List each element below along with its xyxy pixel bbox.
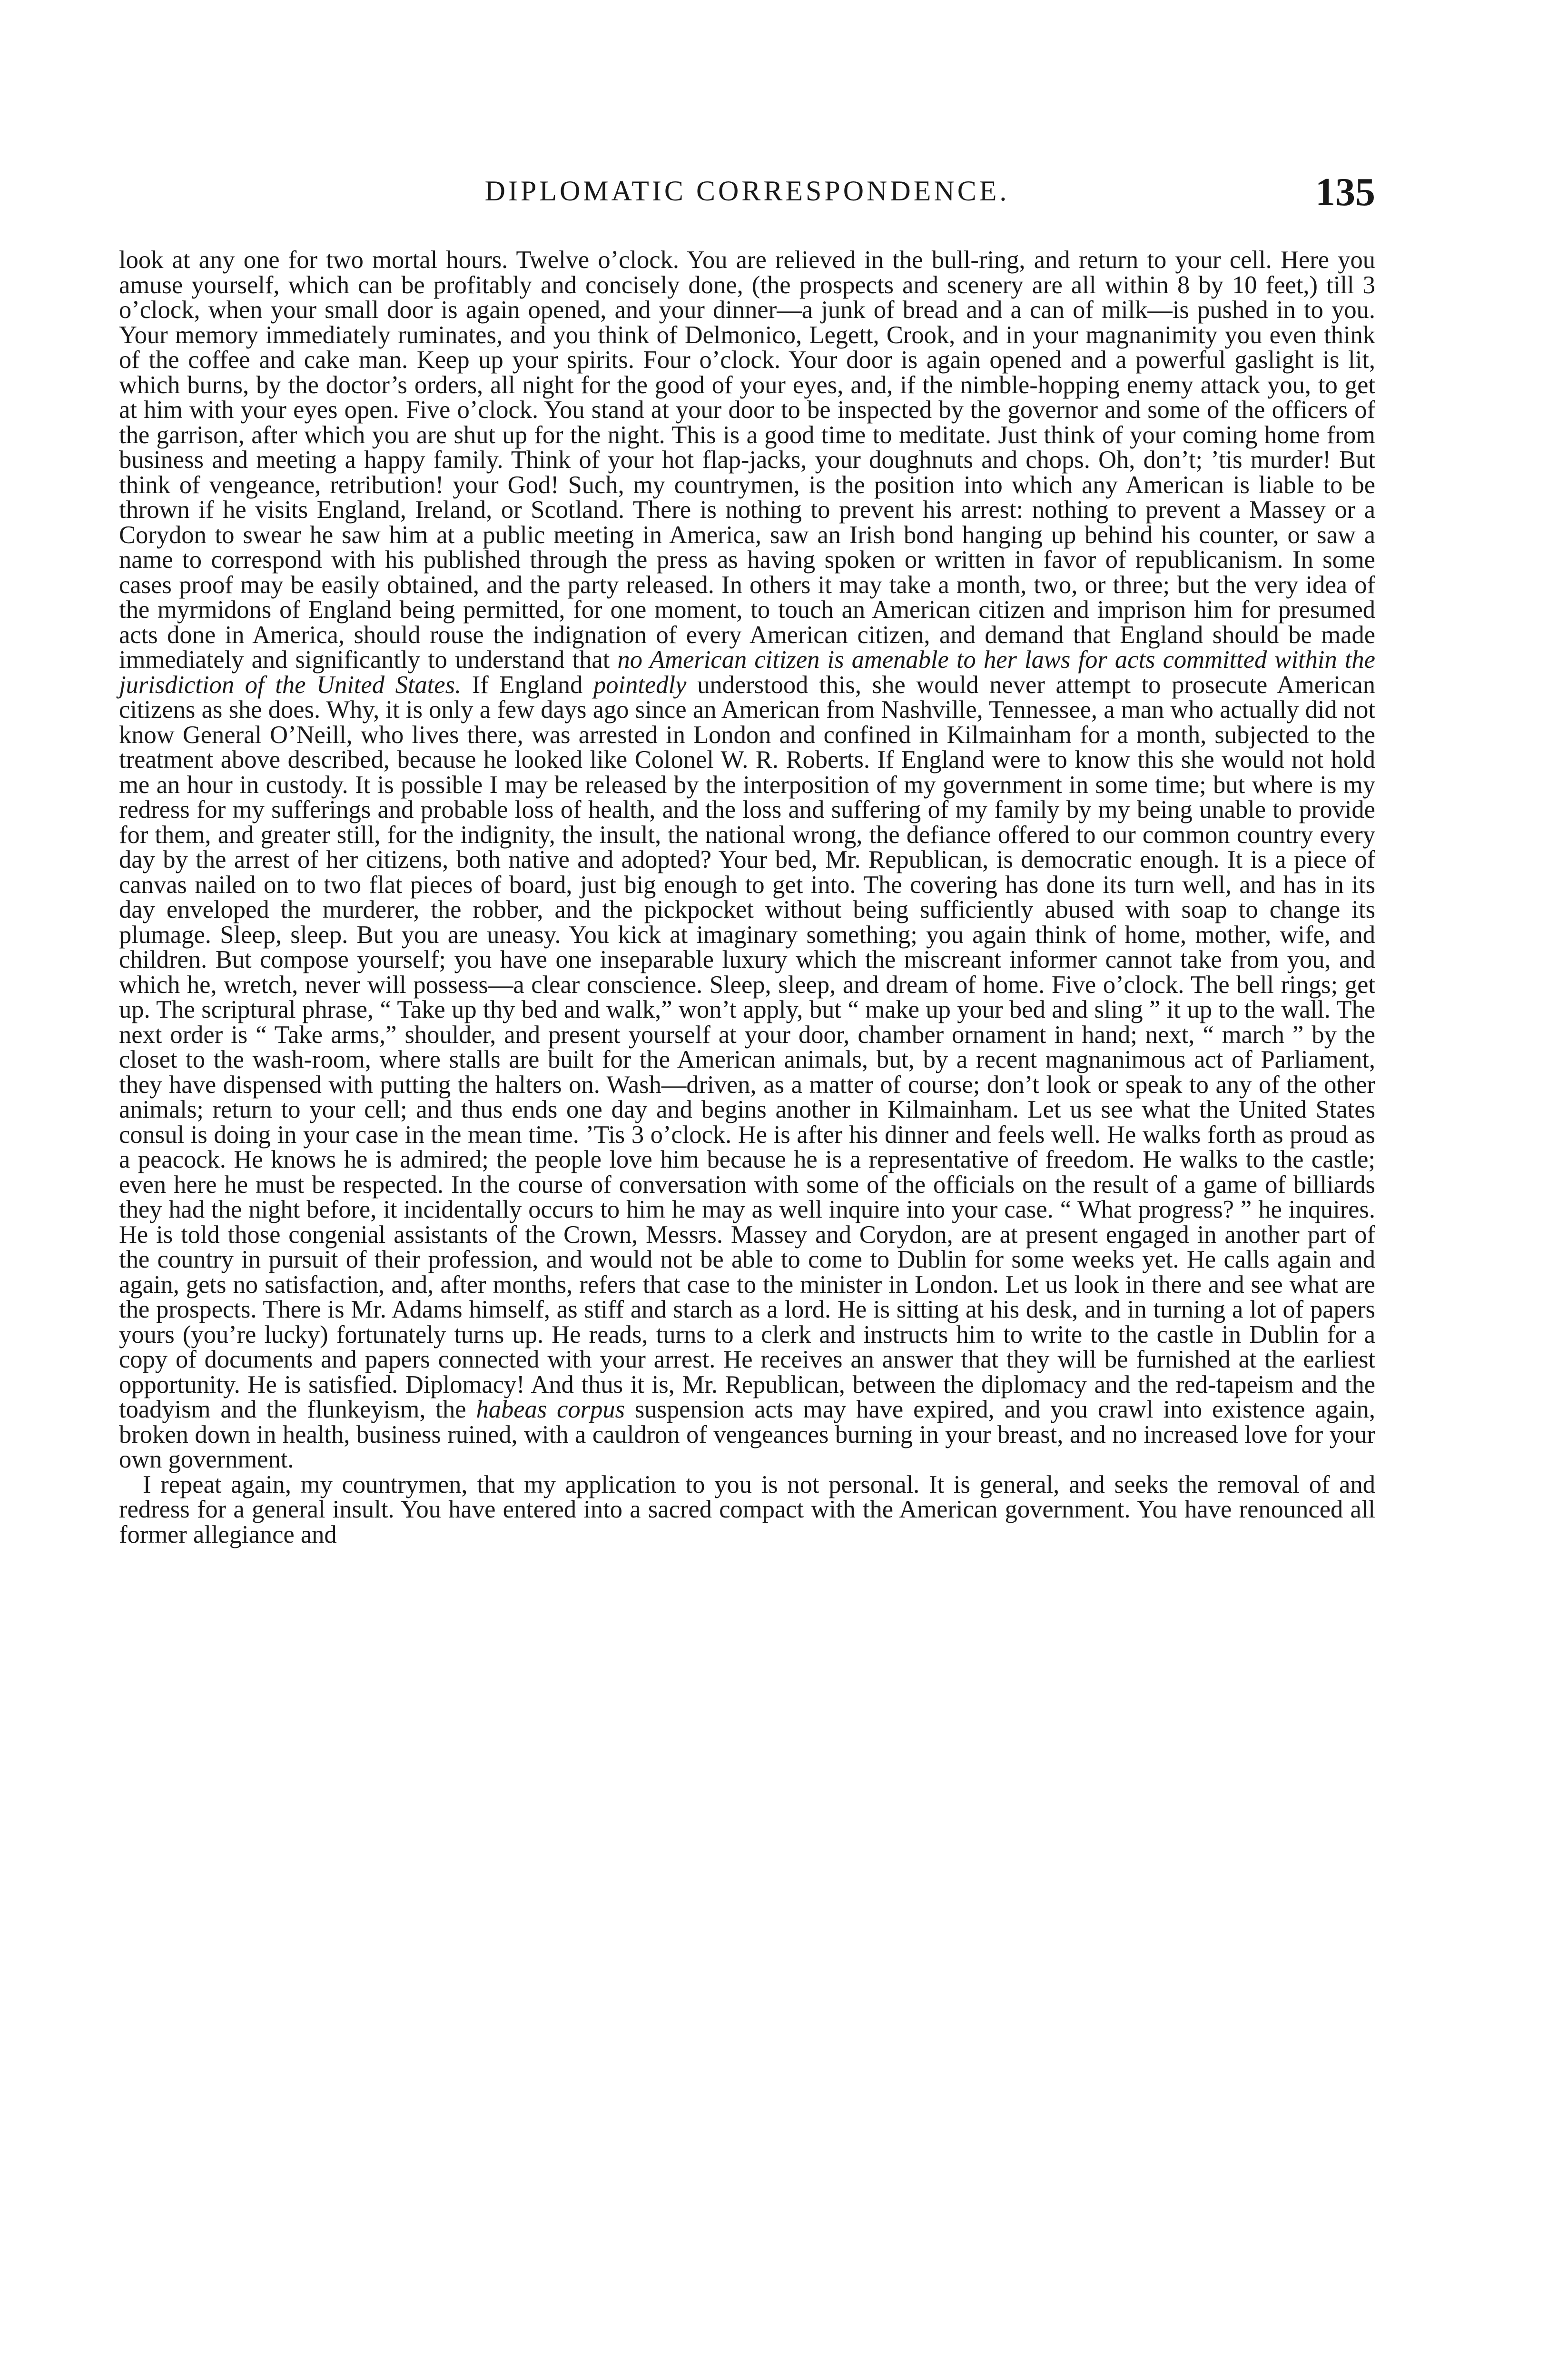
page-number: 135 (1315, 170, 1375, 214)
paragraph-1 (119, 248, 1375, 1472)
body-text (119, 248, 1375, 1547)
italic-run: no American citizen is amenable to her laws for acts committed within the jurisdiction of the United States. (119, 646, 1375, 699)
running-title: DIPLOMATIC CORRESPONDENCE. (484, 175, 1010, 207)
running-head (119, 169, 1375, 221)
paragraph-2 (119, 1472, 1375, 1547)
italic-run: habeas corpus (476, 1396, 625, 1423)
text-run: understood this, she would never attempt to prosecute American citizens as she does. Why, it is only a few days ago since an American from Nashville, Tennessee, a man who actually did not know General O’Neill, who lives there, was arrested in London and confined in Kilmainham for a month, subjected to the treatment above described, because he looked like Colonel W. R. Roberts. If England were to know this she would not hold me an hour in custody. It is possible I may be released by the interposition of my government in some time; but where is my redress for my sufferings and probable loss of health, and the loss and suffering of my family by my being unable to provide for them, and greater still, for the indignity, the insult, the national wrong, the defiance offered to our common country every day by the arrest of her citizens, both native and adopted? Your bed, Mr. Republican, is democratic enough. It is a piece of canvas nailed on to two flat pieces of board, just big enough to get into. The covering has done its turn well, and has in its day enveloped the murderer, the robber, and the pickpocket without being sufficiently abused with soap to change its plumage. Sleep, sleep. But you are uneasy. You kick at imaginary something; you again think of home, mother, wife, and children. But compose yourself; you have one inseparable luxury which the miscreant informer cannot take from you, and which he, wretch, never will possess—a clear conscience. Sleep, sleep, and dream of home. Five o’clock. The bell rings; get up. The scriptural phrase, “ Take up thy bed and walk,” won’t apply, but “ make up your bed and sling ” it up to the wall. The next order is “ Take arms,” shoulder, and present yourself at your door, chamber ornament in hand; next, “ march ” by the closet to the wash-room, where stalls are built for the American animals, but, by a recent magnanimous act of Parliament, they have dispensed with putting the halters on. Wash—driven, as a matter of course; don’t look or speak to any of the other animals; return to your cell; and thus ends one day and begins another in Kilmainham. Let us see what the United States consul is doing in your case in the mean time. ’Tis 3 o’clock. He is after his dinner and feels well. He walks forth as proud as a peacock. He knows he is admired; the people love him because he is a representative of freedom. He walks to the castle; even here he must be respected. In the course of conversation with some of the officials on the result of a game of billiards they had the night before, it incidentally occurs to him he may as well inquire into your case. “ What progress? ” he inquires. He is told those congenial assistants of the Crown, Messrs. Massey and Corydon, are at present engaged in another part of the country in pursuit of their profession, and would not be able to come to Dublin for some weeks yet. He calls again and again, gets no satisfaction, and, after months, refers that case to the minister in London. Let us look in there and see what are the prospects. There is Mr. Adams himself, as stiff and starch as a lord. He is sitting at his desk, and in turning a lot of papers yours (you’re lucky) fortunately turns up. He reads, turns to a clerk and instructs him to write to the castle in Dublin for a copy of documents and papers connected with your arrest. He receives an answer that they will be furnished at the earliest opportunity. He is satisfied. Diplomacy! And thus it is, Mr. Republican, between the diplomacy and the red-tapeism and the toadyism and the flunkeyism, the (119, 671, 1375, 1423)
text-run: suspension acts may have expired, and you crawl into existence again, broken down in health, business ruined, with a cauldron of vengeances burning in your breast, and no increased love for your own government. (119, 1396, 1376, 1473)
italic-run: pointedly (593, 671, 687, 699)
text-run: I repeat again, my countrymen, that my application to you is not personal. It is general, and seeks the removal of and redress for a general insult. You have entered into a sacred compact with the American government. You have renounced all former allegiance and (119, 1470, 1375, 1548)
text-run: look at any one for two mortal hours. Twelve o’clock. You are relieved in the bull-ring, and return to your cell. Here you amuse yourself, which can be profitably and concisely done, (the prospects and scenery are all within 8 by 10 feet,) till 3 o’clock, when your small door is again opened, and your dinner—a junk of bread and a can of milk—is pushed in to you. Your memory immediately ruminates, and you think of Delmonico, Legett, Crook, and in your magnanimity you even think of the coffee and cake man. Keep up your spirits. Four o’clock. Your door is again opened and a powerful gaslight is lit, which burns, by the doctor’s orders, all night for the good of your eyes, and, if the nimble-hopping enemy attack you, to get at him with your eyes open. Five o’clock. You stand at your door to be inspected by the governor and some of the officers of the garrison, after which you are shut up for the night. This is a good time to meditate. Just think of your coming home from business and meeting a happy family. Think of your hot flap-jacks, your doughnuts and chops. Oh, don’t; ’tis murder! But think of vengeance, retribution! your God! Such, my countrymen, is the position into which any American is liable to be thrown if he visits England, Ireland, or Scotland. There is nothing to prevent his arrest: nothing to prevent a Massey or a Corydon to swear he saw him at a public meeting in America, saw an Irish bond hanging up behind his counter, or saw a name to correspond with his published through the press as having spoken or written in favor of republicanism. In some cases proof may be easily obtained, and the party released. In others it may take a month, two, or three; but the very idea of the myrmidons of England being permitted, for one moment, to touch an American citizen and imprison him for presumed acts done in America, should rouse the indignation of every American citizen, and demand that England should be made immediately and significantly to understand that (119, 246, 1375, 674)
text-run: If England (461, 671, 594, 699)
